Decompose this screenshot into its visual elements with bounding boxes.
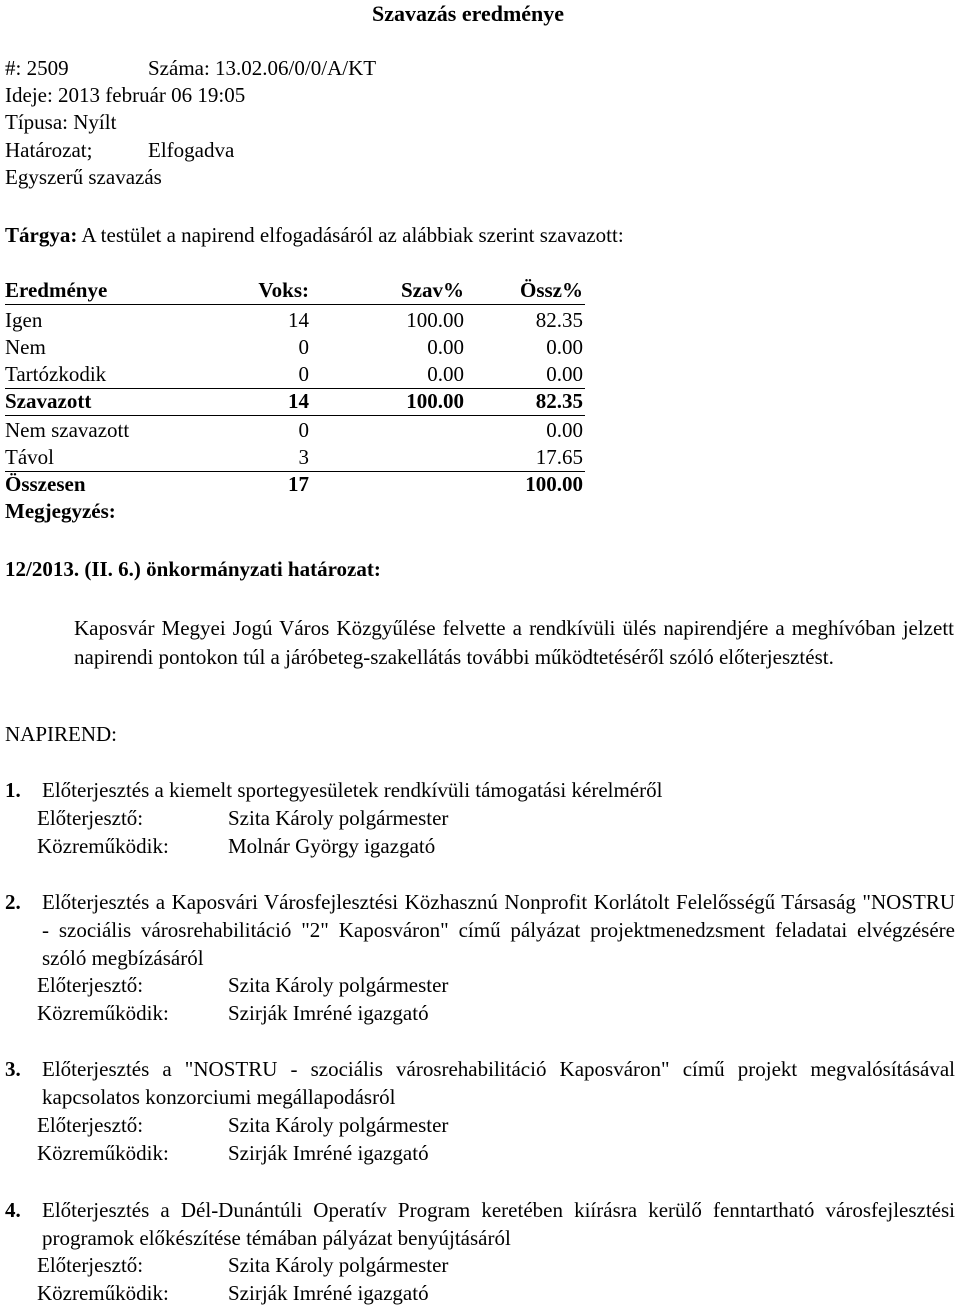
decision-value: Elfogadva <box>148 138 235 162</box>
resolution-text: Kaposvár Megyei Jogú Város Közgyűlése felvette a rendkívüli ülés napirendjére a meghívóban jelzett napirendi pontokon túl a járóbeteg-szakellátás további működtetéséről szóló előterjesztést. <box>74 616 954 669</box>
row-ossz: 0.00 <box>546 418 583 442</box>
contributor-value: Szirják Imréné igazgató <box>228 1001 429 1025</box>
subject-text: A testület a napirend elfogadásáról az alábbiak szerint szavazott: <box>81 223 624 247</box>
row-ossz: 17.65 <box>535 445 583 469</box>
note-row <box>5 498 585 525</box>
presenter-value: Szita Károly polgármester <box>228 973 449 997</box>
table-row <box>5 388 585 416</box>
row-szav: 0.00 <box>427 362 464 386</box>
contributor-value: Molnár György igazgató <box>228 834 436 858</box>
record-id: #: 2509 <box>5 56 69 80</box>
row-ossz: 0.00 <box>546 362 583 386</box>
row-label: Összesen <box>5 472 86 496</box>
subject-label: Tárgya: <box>5 223 78 247</box>
contributor-value: Szirják Imréné igazgató <box>228 1281 429 1305</box>
presenter-label: Előterjesztő: <box>37 973 144 997</box>
row-votes: 0 <box>298 418 309 442</box>
table-row <box>5 334 585 361</box>
row-votes: 3 <box>298 445 309 469</box>
table-row <box>5 361 585 389</box>
agenda-heading: NAPIREND: <box>5 722 118 746</box>
item-number: 1. <box>5 778 21 802</box>
row-votes: 0 <box>298 335 309 359</box>
row-label: Igen <box>5 308 43 332</box>
row-ossz: 82.35 <box>535 389 583 413</box>
table-row <box>5 471 585 498</box>
contributor-label: Közreműködik: <box>37 1141 169 1165</box>
header-votes: Voks: <box>258 278 309 302</box>
presenter-label: Előterjesztő: <box>37 1113 144 1137</box>
row-label: Szavazott <box>5 389 92 413</box>
header-ossz-percent: Össz% <box>520 278 583 302</box>
row-votes: 14 <box>288 308 309 332</box>
item-text: Előterjesztés a Dél-Dunántúli Operatív Program keretében kiírásra kerülő fenntartható városfejlesztési programok előkészítése témában pályázat benyújtásáról <box>42 1198 955 1250</box>
presenter-value: Szita Károly polgármester <box>228 1113 449 1137</box>
row-szav: 100.00 <box>406 308 464 332</box>
decision-label: Határozat; <box>5 138 93 162</box>
row-votes: 17 <box>288 472 309 496</box>
row-label: Távol <box>5 445 54 469</box>
header-result: Eredménye <box>5 278 108 302</box>
presenter-label: Előterjesztő: <box>37 1253 144 1277</box>
results-header-row <box>5 277 585 305</box>
row-szav: 0.00 <box>427 335 464 359</box>
row-votes: 0 <box>298 362 309 386</box>
item-text: Előterjesztés a kiemelt sportegyesületek rendkívüli támogatási kérelméről <box>42 778 663 802</box>
vote-time: Ideje: 2013 február 06 19:05 <box>5 83 246 107</box>
presenter-label: Előterjesztő: <box>37 806 144 830</box>
row-label: Nem <box>5 335 46 359</box>
header-szav-percent: Szav% <box>401 278 464 302</box>
row-szav: 100.00 <box>406 389 464 413</box>
contributor-label: Közreműködik: <box>37 1281 169 1305</box>
table-row <box>5 307 585 334</box>
item-text: Előterjesztés a "NOSTRU - szociális városrehabilitáció Kaposváron" című projekt megvalósításával kapcsolatos konzorciumi megállapodásról <box>42 1057 955 1109</box>
subject-line <box>5 222 624 249</box>
vote-kind: Egyszerű szavazás <box>5 165 162 189</box>
contributor-label: Közreműködik: <box>37 834 169 858</box>
resolution-title: 12/2013. (II. 6.) önkormányzati határozat: <box>5 557 381 581</box>
presenter-value: Szita Károly polgármester <box>228 1253 449 1277</box>
row-ossz: 82.35 <box>535 308 583 332</box>
table-row <box>5 444 585 472</box>
item-number: 4. <box>5 1198 21 1222</box>
item-number: 3. <box>5 1057 21 1081</box>
row-ossz: 100.00 <box>525 472 583 496</box>
table-row <box>5 417 585 444</box>
contributor-value: Szirják Imréné igazgató <box>228 1141 429 1165</box>
item-number: 2. <box>5 890 21 914</box>
row-label: Nem szavazott <box>5 418 130 442</box>
vote-type: Típusa: Nyílt <box>5 110 117 134</box>
note-label: Megjegyzés: <box>5 499 116 523</box>
contributor-label: Közreműködik: <box>37 1001 169 1025</box>
record-number: Száma: 13.02.06/0/0/A/KT <box>148 56 377 80</box>
row-votes: 14 <box>288 389 309 413</box>
item-text: Előterjesztés a Kaposvári Városfejlesztési Közhasznú Nonprofit Korlátolt Felelősségű Társaság "NOSTRU - szociális városrehabilitáció "2" Kaposváron" című pályázat projektmenedzsment feladatai elvégzésére szóló megbízásáról <box>42 890 955 970</box>
presenter-value: Szita Károly polgármester <box>228 806 449 830</box>
row-ossz: 0.00 <box>546 335 583 359</box>
row-label: Tartózkodik <box>5 362 107 386</box>
document-title: Szavazás eredménye <box>372 1 565 26</box>
